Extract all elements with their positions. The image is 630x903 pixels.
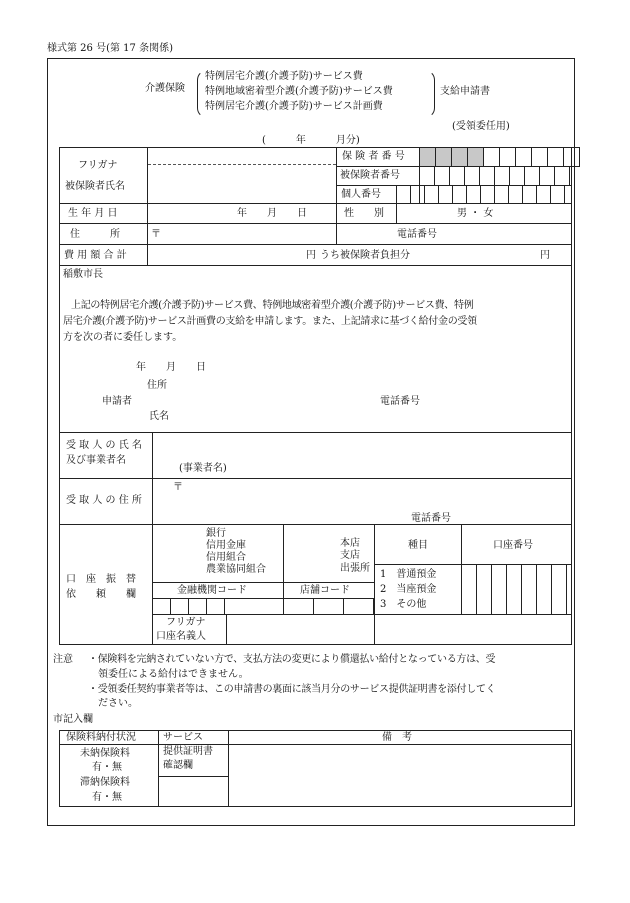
insured-grid-cell[interactable] [449,166,465,186]
note-2-line-1: ・受領委任契約事業者等は、この申請書の裏面に該当月分のサービス提供証明書を添付してく [88,684,496,695]
code-grid-cell[interactable] [188,598,207,615]
insurer-grid-cell[interactable] [563,147,580,167]
insurer-grid-cell[interactable] [515,147,532,167]
note-1-line-2: 領委任による給付はできません。 [98,669,249,680]
period: ( 年 月分) [262,135,360,146]
indiv-grid-cell[interactable] [438,185,453,204]
recipient-name-label-1: 受 取 人 の 氏 名 [66,440,142,451]
declaration-line-1: 上記の特例居宅介護(介護予防)サービス費、特例地域密着型介護(介護予防)サービス費、特例 [71,300,474,311]
indiv-grid-cell[interactable] [396,185,411,204]
code-grid-cell[interactable] [206,598,225,615]
branch-type-branch: 支店 [340,550,360,561]
account-type-current[interactable]: 2 当座預金 [380,584,437,595]
birth-date-value[interactable]: 年 月 日 [237,208,307,219]
acct-grid-cell[interactable] [491,564,507,615]
application-date[interactable]: 年 月 日 [136,362,206,373]
note-1-line-1: ・保険料を完納されていない方で、支払方法の変更により償還払い給付となっている方は、受 [88,654,496,665]
address-phone-label: 電話番号 [397,229,437,240]
insured-grid-cell[interactable] [419,166,435,186]
indiv-grid-cell[interactable] [536,185,551,204]
cost-total-label: 費 用 額 合 計 [64,250,127,261]
insured-grid-cell[interactable] [494,166,510,186]
inst-type-shinkin: 信用金庫 [206,540,246,551]
acct-grid-cell[interactable] [551,564,567,615]
furigana-label: フリガナ [78,160,118,171]
indiv-grid-cell[interactable] [508,185,523,204]
recipient-name-label-2: 及び事業者名 [66,455,126,466]
account-holder-furigana: フリガナ [166,617,206,628]
indiv-grid-cell[interactable] [522,185,537,204]
share-yen: 円 [540,250,550,261]
title-item-1: 特例居宅介護(介護予防)サービス費 [205,71,363,82]
bank-section-label-2: 依 頼 欄 [66,589,136,600]
gender-label: 性 別 [344,208,384,219]
individual-number-label: 個人番号 [341,189,381,200]
cost-yen: 円 [306,250,316,261]
gender-value[interactable]: 男 ・ 女 [457,208,494,219]
unpaid-label: 未納保険料 [80,748,130,759]
cert-label-1: 提供証明書 [163,746,213,757]
account-type-other[interactable]: 3 その他 [380,599,427,610]
insured-name-label: 被保険者氏名 [65,181,125,192]
insured-grid-cell[interactable] [509,166,525,186]
proxy-note: (受領委任用) [452,121,510,132]
premium-status-header: 保険料納付状況 [66,732,136,743]
title-prefix: 介護保険 [145,83,185,94]
note-2-line-2: ださい。 [98,698,138,709]
service-header: サービス [163,732,203,743]
delinquent-yes-no[interactable]: 有・無 [92,792,122,803]
inst-type-nokyo: 農業協同組合 [206,564,266,575]
acct-grid-cell[interactable] [461,564,477,615]
business-name-label: (事業者名) [179,463,227,474]
inst-type-kumiai: 信用組合 [206,552,246,563]
declaration-line-3: 方を次の者に委任します。 [63,332,183,343]
acct-grid-cell[interactable] [476,564,492,615]
acct-grid-cell[interactable] [506,564,522,615]
insurer-grid-cell[interactable] [531,147,548,167]
insured-grid-cell[interactable] [554,166,570,186]
insurer-grid-cell[interactable] [467,147,484,167]
insurer-grid-cell[interactable] [451,147,468,167]
insurer-grid-cell[interactable] [483,147,500,167]
institution-code-label: 金融機関コード [177,585,247,596]
declaration-line-2: 居宅介護(介護予防)サービス計画費の支給を申請します。また、上記請求に基づく給付金の受領 [63,316,477,327]
insured-grid-cell[interactable] [524,166,540,186]
insurer-grid-cell[interactable] [435,147,452,167]
indiv-grid-cell[interactable] [494,185,509,204]
delinquent-label: 滞納保険料 [80,777,130,788]
bank-section-label-1: 口 座 振 替 [66,574,136,585]
inst-type-bank: 銀行 [206,528,226,539]
address-label: 住 所 [70,229,120,240]
indiv-grid-cell[interactable] [480,185,495,204]
addressee: 稲敷市長 [63,269,103,280]
account-type-header: 種目 [408,540,428,551]
insured-grid-cell[interactable] [479,166,495,186]
remarks-header: 備 考 [382,732,412,743]
code-grid-cell[interactable] [343,598,374,615]
insurer-grid-cell[interactable] [499,147,516,167]
code-grid-cell[interactable] [283,598,314,615]
birth-date-label: 生 年 月 日 [68,208,118,219]
form-number: 様式第 26 号(第 17 条関係) [47,43,173,54]
branch-type-office: 出張所 [340,563,370,574]
address-postal-mark: 〒 [151,229,161,240]
account-type-ordinary[interactable]: 1 普通預金 [380,569,437,580]
insured-name-field[interactable] [148,166,336,202]
insurer-grid-cell[interactable] [547,147,564,167]
branch-code-label: 店舗コード [300,585,350,596]
applicant-label: 申請者 [102,396,132,407]
indiv-grid-cell[interactable] [452,185,467,204]
recipient-address-label: 受 取 人 の 住 所 [66,495,142,506]
account-number-header: 口座番号 [493,540,533,551]
recipient-postal-mark: 〒 [173,482,183,493]
unpaid-yes-no[interactable]: 有・無 [92,762,122,773]
insured-share-label: うち被保険者負担分 [320,250,410,261]
recipient-phone-label: 電話番号 [411,513,451,524]
cert-label-2: 確認欄 [163,760,193,771]
insured-grid-cell[interactable] [434,166,450,186]
code-grid-cell[interactable] [170,598,189,615]
insured-grid-cell[interactable] [539,166,555,186]
code-grid-cell[interactable] [152,598,171,615]
insurer-grid-cell[interactable] [419,147,436,167]
title-item-3: 特例居宅介護(介護予防)サービス計画費 [205,101,383,112]
acct-grid-cell[interactable] [521,564,537,615]
title-item-2: 特例地域密着型介護(介護予防)サービス費 [205,86,393,97]
insured-grid-cell[interactable] [464,166,480,186]
code-grid-cell[interactable] [313,598,344,615]
applicant-phone-label: 電話番号 [380,396,420,407]
furigana-divider [148,164,336,165]
insured-number-label: 被保険者番号 [340,170,400,181]
applicant-name-label: 氏名 [149,411,169,422]
indiv-grid-cell[interactable] [424,185,439,204]
applicant-address-label: 住所 [147,380,167,391]
acct-grid-cell[interactable] [536,564,552,615]
notes-label: 注意 [53,654,73,665]
title-suffix: 支給申請書 [440,86,490,97]
branch-type-main: 本店 [340,538,360,549]
indiv-grid-cell[interactable] [466,185,481,204]
indiv-grid-cell[interactable] [550,185,565,204]
insurer-number-label: 保 険 者 番 号 [342,151,405,162]
account-holder-label: 口座名義人 [156,631,206,642]
indiv-grid-cell[interactable] [410,185,425,204]
city-section-label: 市記入欄 [53,714,93,725]
